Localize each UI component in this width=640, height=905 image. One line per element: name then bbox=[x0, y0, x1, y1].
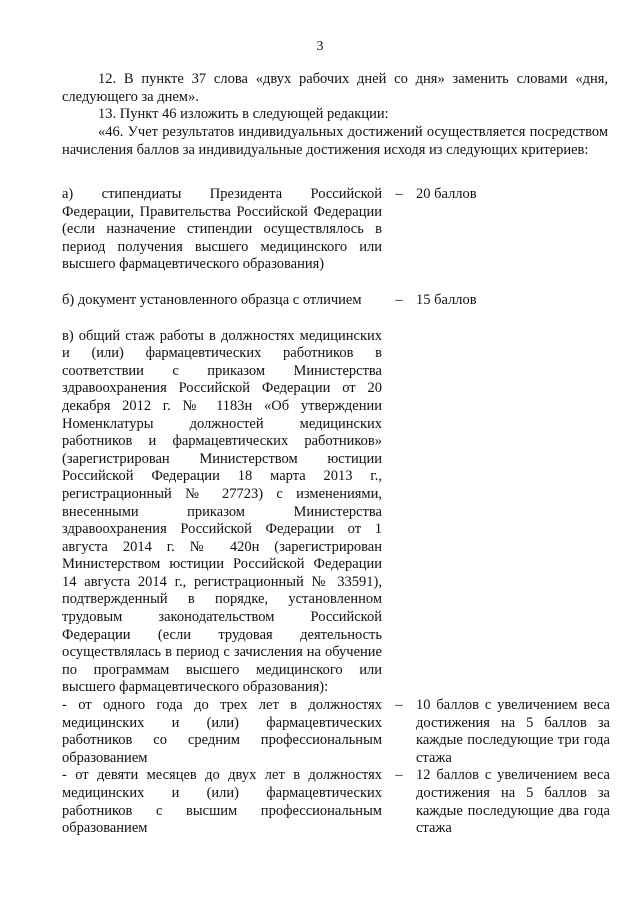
criterion-b-dash: – bbox=[395, 291, 403, 308]
criterion-v-item-2-description: - от девяти месяцев до двух лет в должностях медицинских и (или) фармацевтических работников с высшим профессиональным образованием bbox=[62, 767, 382, 837]
paragraph-12-text: 12. В пункте 37 слова «двух рабочих дней со дня» заменить словами «дня, следующего за днем». bbox=[62, 71, 608, 105]
criterion-v-item-2-dash: – bbox=[395, 767, 403, 784]
criterion-v-item-1-description: - от одного года до трех лет в должностях медицинских и (или) фармацевтических работников со средним профессиональным образованием bbox=[62, 697, 382, 766]
paragraph-13-text: 13. Пункт 46 изложить в следующей редакции: bbox=[98, 106, 389, 122]
criterion-a-description: а) стипендиаты Президента Российской Федерации, Правительства Российской Федерации (если назначение стипендии осуществлялось в период получения высшего медицинского или высшего фармацевтического образования) bbox=[62, 186, 382, 273]
criterion-v-item-2-points: 12 баллов с увеличением веса достижения на 5 баллов за каждые последующие два года стажа bbox=[416, 767, 610, 837]
criterion-a-dash: – bbox=[395, 186, 403, 202]
criterion-v-item-1 bbox=[62, 697, 618, 767]
criterion-v-item-2 bbox=[62, 767, 618, 837]
paragraph-12 bbox=[62, 71, 608, 106]
paragraph-13 bbox=[62, 106, 608, 124]
criterion-b bbox=[62, 292, 618, 310]
criterion-a bbox=[62, 186, 618, 274]
page-number: 3 bbox=[316, 39, 324, 54]
paragraph-46 bbox=[62, 124, 608, 159]
criterion-b-description: б) документ установленного образца с отличием bbox=[62, 291, 362, 308]
criteria-table bbox=[62, 186, 618, 838]
criterion-v-item-1-dash: – bbox=[395, 697, 403, 714]
criterion-b-points: 15 баллов bbox=[416, 291, 477, 308]
criterion-a-points: 20 баллов bbox=[416, 186, 477, 202]
criterion-v-item-1-points: 10 баллов с увеличением веса достижения на 5 баллов за каждые последующие три года стажа bbox=[416, 697, 610, 766]
criterion-v-intro: в) общий стаж работы в должностях медицинских и (или) фармацевтических работников в соответствии с приказом Министерства здравоохранения Российской Федерации от 20 декабря 2012 г. № 1183н «Об утверждении Номенклатуры должностей медицинских работников и фармацевтических работников» (зарегистрирован Министерством юстиции Российской Федерации 18 марта 2013 г., регистрационный № 27723) с изменениями, внесенными приказом Министерства здравоохранения Российской Федерации от 1 августа 2014 г. № 420н (зарегистрирован Министерством юстиции Российской Федерации 14 августа 2014 г., регистрационный № 33591), подтвержденный в порядке, установленном трудовым законодательством Российской Федерации (если трудовая деятельность осуществлялась в период с зачисления на обучение по программам высшего медицинского или высшего фармацевтического образования): bbox=[62, 327, 382, 696]
paragraph-46-text: «46. Учет результатов индивидуальных достижений осуществляется посредством начисления баллов за индивидуальные достижения исходя из следующих критериев: bbox=[62, 124, 608, 158]
